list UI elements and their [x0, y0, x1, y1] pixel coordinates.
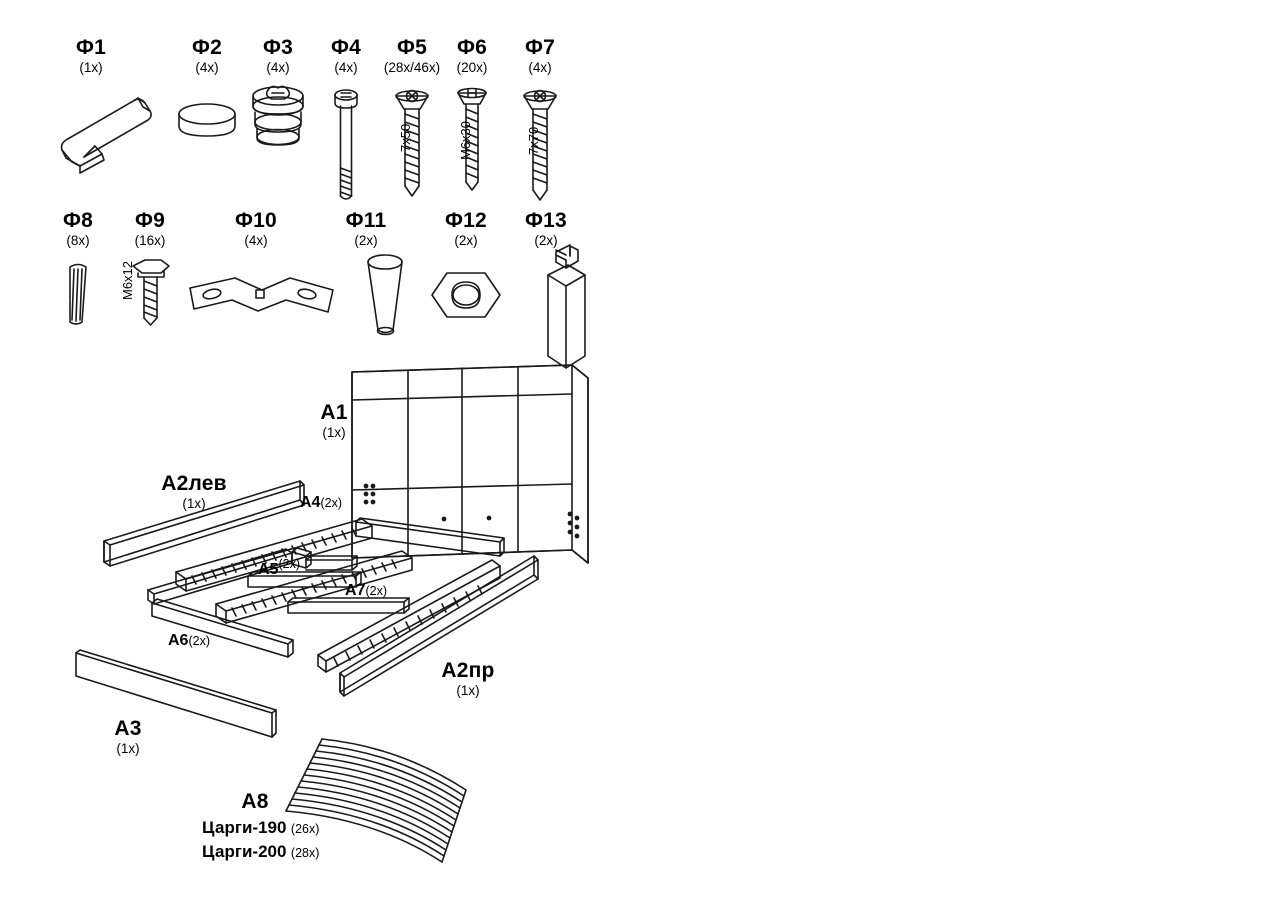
part-label-f2: Ф2 (4x): [191, 36, 222, 75]
cover-cap-icon: [179, 104, 235, 136]
slat-label-190: Царги-190 (26x): [202, 818, 320, 837]
part-label-f11: Ф11 (2x): [345, 209, 387, 248]
corner-bracket-icon: [190, 278, 333, 312]
wooden-dowel-icon: [70, 265, 86, 325]
part-label-a6: A6(2x): [168, 632, 210, 649]
part-label-a5: $A5^{(2x)}$: [258, 557, 300, 578]
part-note-f5: 7x50: [398, 123, 413, 152]
hex-nut-icon: [432, 273, 500, 317]
part-label-a2right: A2пр (1x): [441, 659, 495, 698]
part-note-f7: 7x70: [526, 126, 541, 155]
part-label-a3: A3 (1x): [114, 717, 142, 756]
part-label-f12: Ф12 (2x): [445, 209, 487, 248]
part-label-a2left: A2лев (1x): [161, 472, 227, 511]
part-label-a8: A8: [241, 790, 269, 813]
hex-bolt-icon: [133, 260, 169, 325]
part-label-f6: Ф6 (20x): [456, 36, 488, 75]
tapered-leg-icon: [368, 255, 402, 335]
cross-support-icon: [248, 548, 409, 613]
part-label-f10: Ф10 (4x): [235, 209, 277, 248]
cam-bolt-icon: [335, 90, 357, 199]
part-label-f9: Ф9 (16x): [134, 209, 166, 248]
cam-lock-icon: [253, 86, 303, 145]
part-label-f13: Ф13 (2x): [525, 209, 567, 248]
part-label-f4: Ф4 (4x): [330, 36, 361, 75]
part-label-f5: Ф5 (28x/46x): [383, 36, 441, 75]
part-label-f1: Ф1 (1x): [75, 36, 106, 75]
square-post-icon: [548, 245, 585, 368]
part-label-a1: A1 (1x): [320, 401, 348, 440]
slat-label-200: Царги-200 (28x): [202, 842, 320, 861]
part-note-f6: M6x30: [458, 120, 473, 160]
part-label-f3: Ф3 (4x): [262, 36, 293, 75]
part-label-f7: Ф7 (4x): [524, 36, 555, 75]
part-note-f9: M6x12: [120, 260, 135, 300]
part-label-a7: A7(2x): [345, 582, 387, 599]
allen-key-icon: [62, 98, 152, 173]
part-label-f8: Ф8 (8x): [62, 209, 93, 248]
part-label-a4: A4(2x): [300, 494, 342, 511]
